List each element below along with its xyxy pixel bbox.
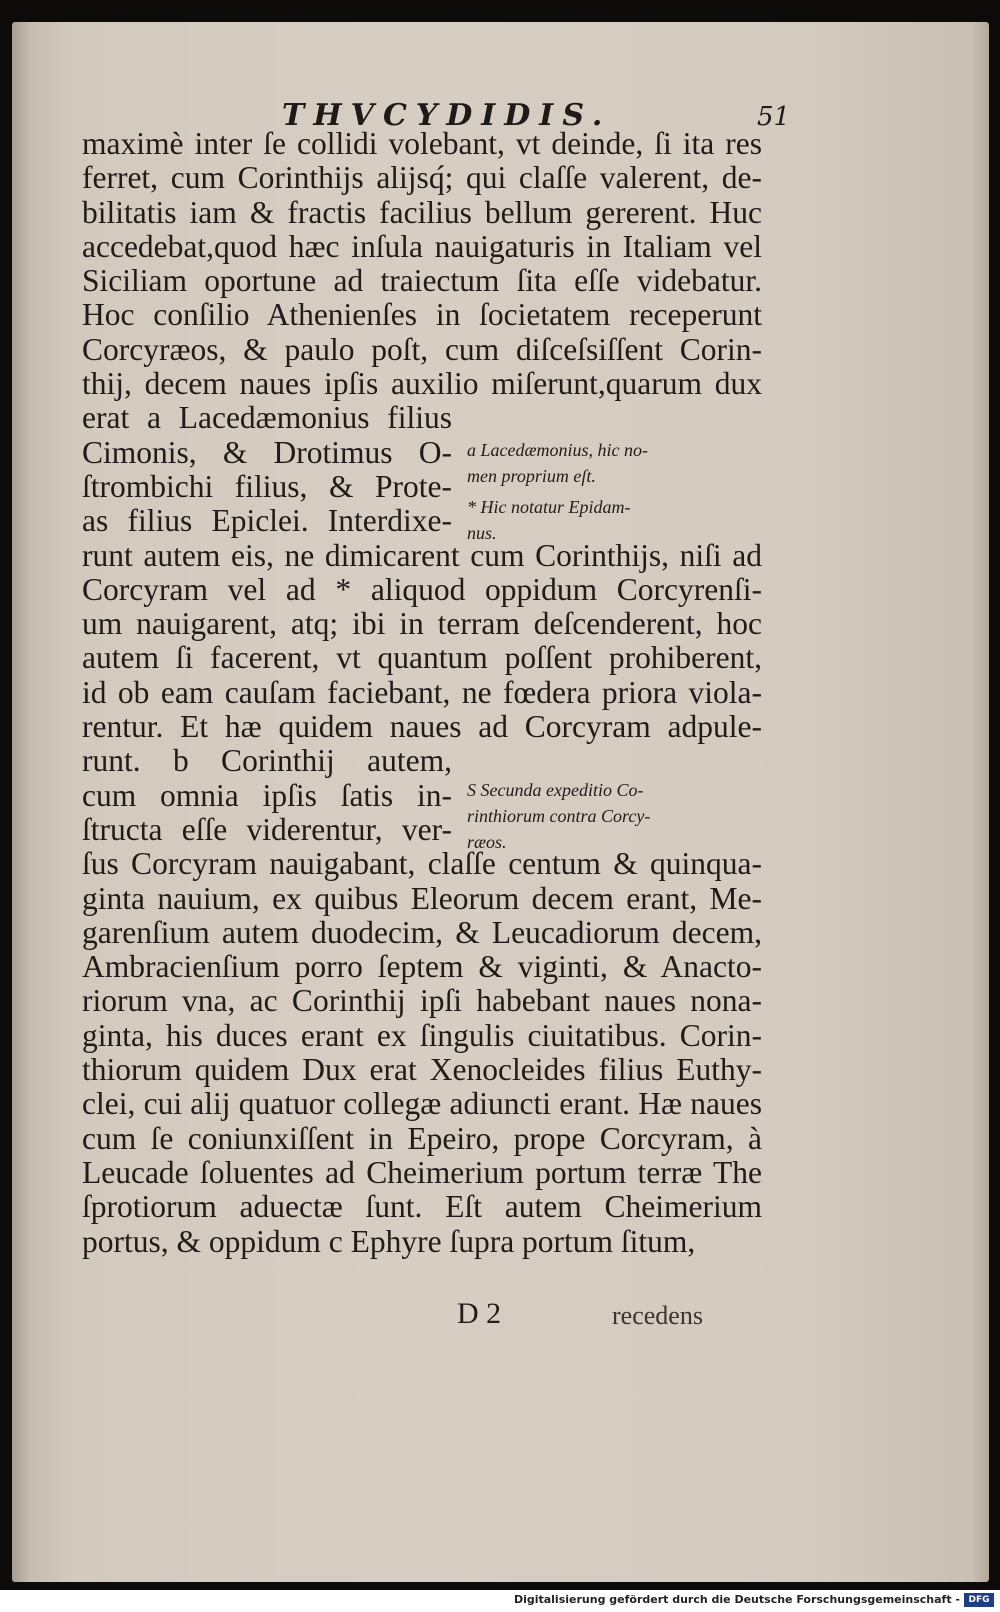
text-line: bilitatis iam & fractis facilius bellum gererent. Huc [82,194,762,230]
paragraph-block-3 [82,539,782,745]
main-text [82,127,782,1259]
text-line: Leucade ſoluentes ad Cheimerium portum terræ The [82,1154,762,1190]
text-line: rentur. Et hæ quidem naues ad Corcyram adpule- [82,709,762,745]
text-line: cum ſe coniunxiſſent in Epeiro, prope Corcyram, à [82,1120,762,1156]
catchline [12,1297,989,1337]
text-line: as filius Epiclei. Interdixe- [82,503,452,539]
text-line: ginta nauium, ex quibus Eleorum decem erant, Me- [82,880,762,916]
book-page [12,22,989,1582]
text-line: ſus Corcyram nauigabant, claſſe centum & quinqua- [82,846,762,882]
text-line: ſtrombichi filius, & Prote- [82,468,452,504]
text-line: thij, decem naues ipſis auxilio miſerunt,quarum dux [82,366,762,402]
text-line: clei, cui alij quatuor collegæ adiuncti erant. Hæ naues [82,1086,762,1122]
margin-note-a [467,437,767,489]
catchword: recedens [612,1301,703,1330]
text-line: erat a Lacedæmonius filius [82,400,452,436]
text-line: Cimonis, & Drotimus O- [82,434,452,470]
margin-note-line: a Lacedæmonius, hic no- [467,440,648,460]
signature-mark: D 2 [457,1297,502,1330]
text-line: garenſium autem duodecim, & Leucadiorum decem, [82,914,762,950]
text-line: Corcyræos, & paulo poſt, cum diſceſsiſſent Corin- [82,331,762,367]
margin-note-b [467,777,767,855]
text-line: Siciliam oportune ad traiectum ſita eſſe videbatur. [82,263,762,299]
text-line: portus, & oppidum c Ephyre ſupra portum ſitum, [82,1223,696,1259]
margin-note-line: rinthiorum contra Corcy- [467,806,651,826]
text-line: thiorum quidem Dux erat Xenocleides filius Euthy- [82,1052,762,1088]
text-line: maximè inter ſe collidi volebant, vt deinde, ſi ita res [82,126,762,161]
page-number: 51 [757,102,791,132]
text-line: accedebat,quod hæc inſula nauigaturis in Italiam vel [82,228,762,264]
margin-note-line: ræos. [467,832,507,852]
text-line: runt. b Corinthij autem, [82,743,452,779]
text-line: um nauigarent, atq; ibi in terram deſcenderent, hoc [82,606,762,642]
dfg-logo-icon: DFG [964,1593,994,1607]
text-line: ferret, cum Corinthijs alijsq́; qui claſſe valerent, de- [82,160,762,196]
text-line: ſtructa eſſe viderentur, ver- [82,811,452,847]
text-line: Corcyram vel ad * aliquod oppidum Corcyrenſi- [82,571,762,607]
running-head [12,80,989,133]
margin-note-line: * Hic notatur Epidam- [467,497,631,517]
text-line: Ambracienſium porro ſeptem & viginti, & Anacto- [82,949,762,985]
margin-note-line: S Secunda expeditio Co- [467,780,644,800]
margin-note-star [467,494,767,546]
running-title: THVCYDIDIS. [282,98,612,133]
paragraph-block-5 [82,847,782,1259]
footer-credit: Digitalisierung gefördert durch die Deutsche Forschungsgemeinschaft - [513,1593,960,1606]
paragraph-block-1 [82,127,782,401]
text-line: Hoc conſilio Athenienſes in ſocietatem receperunt [82,297,762,333]
text-line: runt autem eis, ne dimicarent cum Corinthijs, niſi ad [82,537,762,573]
text-line: ginta, his duces erant ex ſingulis ciuitatibus. Corin- [82,1017,762,1053]
text-line: ſprotiorum aduectæ ſunt. Eſt autem Cheimerium [82,1189,762,1225]
margin-note-line: men proprium eſt. [467,466,596,486]
text-line: riorum vna, ac Corinthij ipſi habebant naues nona- [82,983,762,1019]
text-line: cum omnia ipſis ſatis in- [82,777,452,813]
footer-strip [0,1590,1000,1612]
text-line: id ob eam cauſam faciebant, ne fœdera priora viola- [82,674,762,710]
margin-note-line: nus. [467,523,497,543]
text-line: autem ſi facerent, vt quantum poſſent prohiberent, [82,640,762,676]
